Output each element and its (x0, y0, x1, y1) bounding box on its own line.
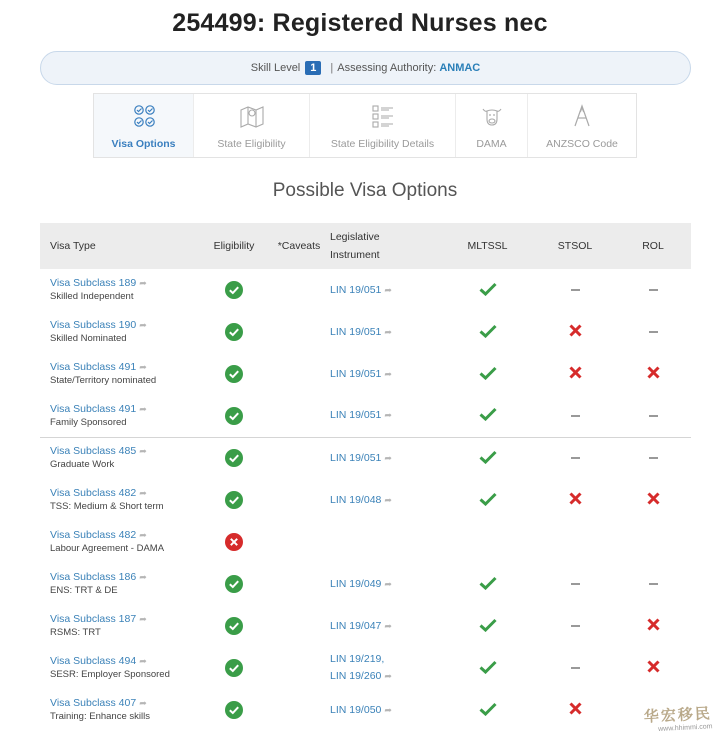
tab-label: State Eligibility Details (330, 138, 435, 150)
legislative-instrument-cell (330, 563, 440, 605)
caveats-cell (268, 269, 330, 311)
table-row (40, 605, 691, 647)
visa-subclass-link[interactable] (50, 360, 200, 374)
dash-icon (571, 667, 580, 669)
dash-icon (649, 457, 658, 459)
visa-type-cell (40, 647, 200, 689)
tab-bar (93, 93, 637, 158)
mltssl-cell (440, 395, 535, 437)
caveats-cell (268, 689, 330, 731)
share-icon[interactable]: ➦ (139, 320, 147, 330)
visa-type-cell (40, 311, 200, 353)
share-icon[interactable]: ➦ (139, 656, 147, 666)
visa-subclass-name[interactable]: Visa Subclass 190 (50, 319, 137, 331)
share-icon[interactable]: ➦ (384, 494, 392, 505)
visa-subclass-link[interactable] (50, 528, 200, 542)
caveats-cell (268, 437, 330, 479)
eligible-check-icon (225, 701, 243, 719)
table-row (40, 353, 691, 395)
visa-type-cell (40, 605, 200, 647)
rol-cell (615, 647, 691, 689)
tab-dama[interactable] (456, 94, 528, 157)
visa-type-cell (40, 563, 200, 605)
eligibility-cell (200, 353, 268, 395)
rol-cell (615, 311, 691, 353)
share-icon[interactable]: ➦ (384, 284, 392, 295)
visa-subclass-link[interactable] (50, 654, 200, 668)
check-icon (479, 324, 497, 338)
eligibility-cell (200, 521, 268, 563)
cross-icon (569, 366, 582, 379)
visa-subclass-link[interactable] (50, 612, 200, 626)
section-title: Possible Visa Options (272, 180, 458, 201)
legislative-instrument-cell (330, 647, 440, 689)
legislative-instrument-link[interactable]: LIN 19/051 (330, 451, 382, 464)
visa-subclass-link[interactable] (50, 318, 200, 332)
visa-description: Graduate Work (50, 459, 115, 471)
eligibility-cell (200, 479, 268, 521)
cross-icon (647, 618, 660, 631)
rol-cell (615, 479, 691, 521)
visa-description: TSS: Medium & Short term (50, 501, 164, 512)
visa-subclass-name[interactable]: Visa Subclass 189 (50, 277, 137, 289)
share-icon[interactable]: ➦ (384, 326, 392, 337)
share-icon[interactable]: ➦ (139, 446, 147, 457)
legislative-instrument-cell (330, 269, 440, 311)
map-icon (238, 103, 266, 129)
table-row (40, 395, 691, 437)
stsol-cell (535, 311, 615, 353)
list-details-icon (370, 103, 396, 129)
visa-type-cell (40, 353, 200, 395)
visa-type-cell (40, 395, 200, 437)
eligible-check-icon (225, 617, 243, 635)
legislative-instrument-cell (330, 395, 440, 437)
eligibility-cell (200, 311, 268, 353)
tab-label: Visa Options (111, 138, 176, 150)
caveats-cell (268, 395, 330, 437)
rol-cell (615, 605, 691, 647)
caveats-cell (268, 353, 330, 395)
visa-subclass-name[interactable]: Visa Subclass 482 (50, 487, 137, 499)
legislative-instrument-link[interactable]: LIN 19/051 (330, 325, 382, 338)
share-icon[interactable]: ➦ (139, 362, 147, 372)
skill-level-label: Skill Level (250, 62, 301, 74)
header-legislative-line2: Instrument (330, 249, 380, 261)
cross-icon (647, 366, 660, 379)
mltssl-cell (440, 521, 535, 563)
legislative-instrument-link[interactable]: LIN 19/047 (330, 619, 382, 632)
visa-type-cell (40, 437, 200, 479)
rol-cell (615, 269, 691, 311)
legislative-instrument-link[interactable]: LIN 19/050 (330, 703, 382, 716)
visa-description: Training: Enhance skills (50, 711, 150, 722)
visa-subclass-name[interactable]: Visa Subclass 186 (50, 571, 137, 583)
table-row (40, 269, 691, 311)
anzsco-icon (569, 103, 595, 129)
page-title: 254499: Registered Nurses nec (172, 9, 548, 37)
cross-icon (569, 492, 582, 505)
legislative-instrument-link[interactable]: LIN 19/219, (330, 653, 385, 665)
dash-icon (571, 583, 580, 585)
header-eligibility: Eligibility (213, 240, 255, 252)
check-icon (479, 702, 497, 716)
dash-icon (649, 583, 658, 585)
visa-description: RSMS: TRT (50, 627, 101, 638)
stsol-cell (535, 563, 615, 605)
not-eligible-icon (225, 533, 243, 551)
skill-info-bar (40, 51, 691, 85)
tab-state-eligibility[interactable] (194, 94, 310, 157)
stsol-cell (535, 269, 615, 311)
cross-icon (647, 660, 660, 673)
rol-cell (615, 521, 691, 563)
eligibility-cell (200, 437, 268, 479)
caveats-cell (268, 563, 330, 605)
table-header-row (40, 223, 691, 269)
visa-description: Labour Agreement - DAMA (50, 543, 165, 554)
eligibility-cell (200, 395, 268, 437)
table-row (40, 437, 691, 479)
share-icon[interactable]: ➦ (139, 403, 147, 414)
cross-icon (647, 492, 660, 505)
checklist-icon (131, 103, 157, 129)
rol-cell (615, 395, 691, 437)
cow-icon (479, 103, 505, 129)
stsol-cell (535, 479, 615, 521)
visa-subclass-link[interactable] (50, 402, 200, 416)
share-icon[interactable]: ➦ (139, 572, 147, 582)
dash-icon (649, 289, 658, 291)
share-icon[interactable]: ➦ (139, 698, 147, 708)
share-icon[interactable]: ➦ (139, 278, 147, 288)
legislative-instrument-link[interactable]: LIN 19/048 (330, 493, 382, 506)
legislative-instrument-link[interactable]: LIN 19/051 (330, 367, 382, 380)
eligible-check-icon (225, 575, 243, 593)
legislative-instrument-link[interactable]: LIN 19/051 (330, 409, 382, 422)
share-icon[interactable]: ➦ (139, 614, 147, 624)
legislative-instrument-cell (330, 479, 440, 521)
caveats-cell (268, 311, 330, 353)
dash-icon (649, 331, 658, 333)
caveats-cell (268, 479, 330, 521)
mltssl-cell (440, 647, 535, 689)
check-icon (479, 282, 497, 296)
visa-description: State/Territory nominated (50, 375, 157, 386)
header-mltssl: MLTSSL (467, 240, 508, 252)
legislative-instrument-link[interactable]: LIN 19/049 (330, 577, 382, 590)
visa-type-cell (40, 479, 200, 521)
legislative-instrument-cell (330, 353, 440, 395)
table-row (40, 479, 691, 521)
cross-icon (569, 702, 582, 715)
table-row (40, 689, 691, 731)
mltssl-cell (440, 311, 535, 353)
header-legislative-line1: Legislative (330, 231, 380, 243)
mltssl-cell (440, 479, 535, 521)
caveats-cell (268, 605, 330, 647)
legislative-instrument-cell (330, 311, 440, 353)
mltssl-cell (440, 689, 535, 731)
eligibility-cell (200, 269, 268, 311)
visa-description: Skilled Nominated (50, 333, 127, 344)
rol-cell (615, 353, 691, 395)
check-icon (479, 450, 497, 464)
share-icon[interactable]: ➦ (384, 368, 392, 379)
legislative-instrument-cell (330, 605, 440, 647)
watermark-logo: 华宏移民 www.hhimmi.com (643, 705, 713, 734)
share-icon[interactable]: ➦ (384, 452, 392, 463)
share-icon[interactable]: ➦ (139, 530, 147, 540)
visa-subclass-link[interactable] (50, 444, 200, 458)
mltssl-cell (440, 353, 535, 395)
tab-anzsco-code[interactable] (528, 94, 636, 157)
check-icon (479, 366, 497, 380)
table-row (40, 311, 691, 353)
eligible-check-icon (225, 491, 243, 509)
legislative-instrument-cell (330, 437, 440, 479)
visa-subclass-link[interactable] (50, 276, 200, 290)
visa-type-cell (40, 269, 200, 311)
visa-subclass-link[interactable] (50, 486, 200, 500)
share-icon[interactable]: ➦ (384, 578, 392, 589)
share-icon[interactable]: ➦ (139, 488, 147, 498)
legislative-instrument-link[interactable]: LIN 19/051 (330, 283, 382, 296)
stsol-cell (535, 689, 615, 731)
share-icon[interactable]: ➦ (384, 704, 392, 715)
caveats-cell (268, 521, 330, 563)
rol-cell (615, 437, 691, 479)
separator: | (330, 62, 334, 74)
dash-icon (649, 415, 658, 417)
table-row (40, 563, 691, 605)
mltssl-cell (440, 605, 535, 647)
eligibility-cell (200, 647, 268, 689)
check-icon (479, 492, 497, 506)
dash-icon (571, 289, 580, 291)
header-visa-type: Visa Type (50, 240, 96, 252)
stsol-cell (535, 395, 615, 437)
rol-cell (615, 563, 691, 605)
legislative-instrument-link[interactable]: LIN 19/260 (330, 670, 382, 682)
mltssl-cell (440, 437, 535, 479)
legislative-instrument-cell (330, 689, 440, 731)
stsol-cell (535, 647, 615, 689)
share-icon[interactable]: ➦ (384, 620, 392, 631)
assessing-authority-label: Assessing Authority: (337, 62, 437, 74)
table-row (40, 647, 691, 689)
visa-subclass-name[interactable]: Visa Subclass 187 (50, 613, 137, 625)
visa-type-cell (40, 521, 200, 563)
eligible-check-icon (225, 365, 243, 383)
mltssl-cell (440, 269, 535, 311)
visa-subclass-name[interactable]: Visa Subclass 491 (50, 361, 137, 373)
visa-description: Skilled Independent (50, 291, 134, 302)
share-icon[interactable]: ➦ (384, 410, 392, 421)
visa-type-cell (40, 689, 200, 731)
header-caveats: *Caveats (277, 240, 321, 252)
header-rol: ROL (642, 240, 664, 252)
header-stsol: STSOL (557, 240, 593, 252)
mltssl-cell (440, 563, 535, 605)
tab-label: DAMA (476, 138, 507, 150)
stsol-cell (535, 437, 615, 479)
visa-subclass-name[interactable]: Visa Subclass 485 (50, 445, 137, 458)
check-icon (479, 660, 497, 674)
skill-level-badge: 1 (305, 61, 321, 75)
visa-subclass-name[interactable]: Visa Subclass 407 (50, 697, 137, 709)
tab-visa-options[interactable] (94, 94, 194, 157)
assessing-authority-link[interactable]: ANMAC (439, 62, 481, 74)
visa-subclass-name[interactable]: Visa Subclass 491 (50, 402, 137, 415)
header-legislative-instrument (330, 223, 440, 269)
eligible-check-icon (225, 407, 243, 425)
share-icon[interactable]: ➦ (384, 671, 392, 681)
eligible-check-icon (225, 659, 243, 677)
cross-icon (569, 324, 582, 337)
eligible-check-icon (225, 323, 243, 341)
stsol-cell (535, 521, 615, 563)
check-icon (479, 618, 497, 632)
legislative-instrument-cell (330, 521, 440, 563)
eligibility-cell (200, 689, 268, 731)
eligibility-cell (200, 605, 268, 647)
visa-subclass-link[interactable] (50, 570, 200, 584)
table-row (40, 521, 691, 563)
eligible-check-icon (225, 449, 243, 467)
visa-description: Family Sponsored (50, 416, 127, 428)
dash-icon (571, 457, 580, 459)
caveats-cell (268, 647, 330, 689)
check-icon (479, 407, 497, 421)
eligibility-cell (200, 563, 268, 605)
table-body (40, 269, 691, 731)
visa-subclass-name[interactable]: Visa Subclass 494 (50, 655, 137, 667)
eligible-check-icon (225, 281, 243, 299)
stsol-cell (535, 605, 615, 647)
tab-label: ANZSCO Code (546, 138, 618, 150)
visa-description: SESR: Employer Sponsored (50, 669, 170, 680)
dash-icon (571, 415, 580, 417)
tab-state-eligibility-details[interactable] (310, 94, 456, 157)
dash-icon (571, 625, 580, 627)
visa-subclass-link[interactable] (50, 696, 200, 710)
visa-description: ENS: TRT & DE (50, 585, 118, 596)
visa-options-table (40, 223, 691, 731)
stsol-cell (535, 353, 615, 395)
check-icon (479, 576, 497, 590)
tab-label: State Eligibility (217, 138, 286, 150)
visa-subclass-name[interactable]: Visa Subclass 482 (50, 529, 137, 541)
